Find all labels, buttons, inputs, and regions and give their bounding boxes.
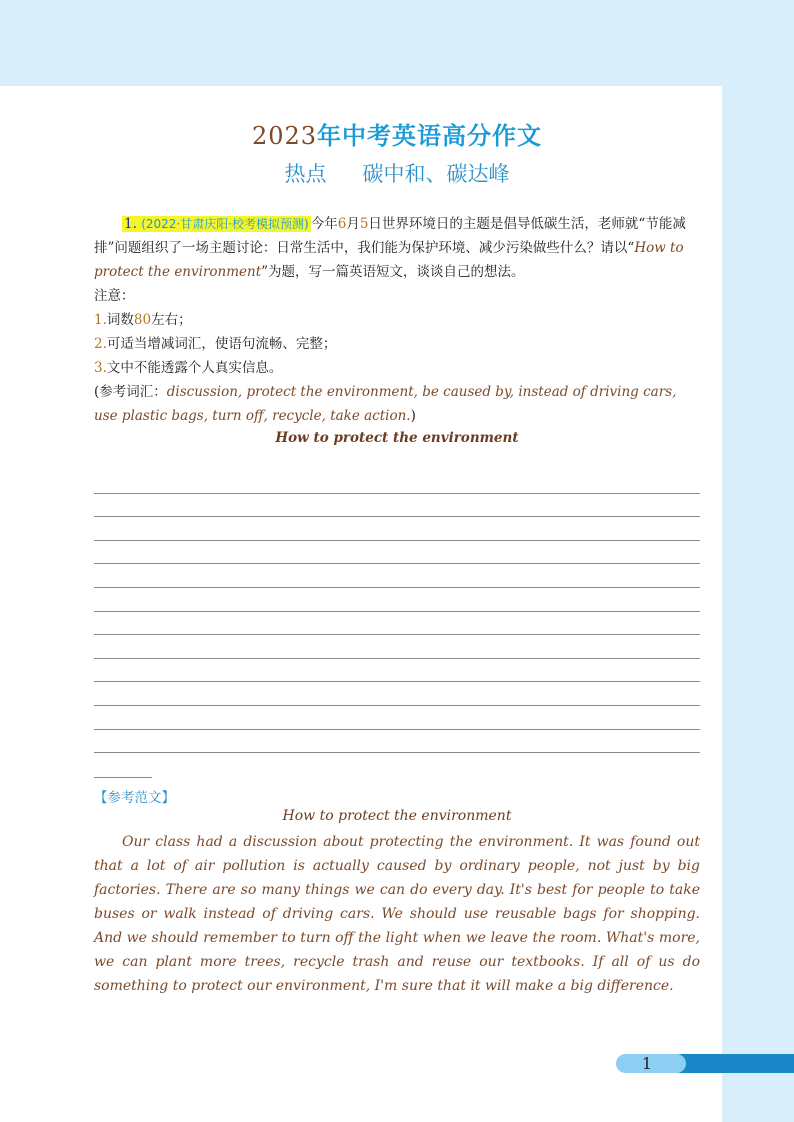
note-1-count: 80	[133, 312, 152, 328]
writing-line[interactable]	[94, 470, 700, 494]
writing-line[interactable]	[94, 612, 700, 636]
writing-line[interactable]	[94, 682, 700, 706]
vocab-list: discussion, protect the environment, be caused by, instead of driving cars, use plastic bags, turn off, recycle, take action.	[94, 384, 677, 424]
vocab-close: )	[410, 408, 416, 424]
writing-line[interactable]	[94, 588, 700, 612]
subtitle-hotspot: 热点	[284, 162, 327, 186]
page-number: 1	[641, 1054, 653, 1073]
note-2-number: 2.	[94, 336, 107, 352]
writing-lines[interactable]	[94, 470, 700, 753]
vocab-open: (参考词汇：	[94, 384, 167, 400]
note-1	[94, 308, 700, 332]
question-source: (2022·甘肃庆阳·校考模拟预测)	[141, 217, 309, 231]
page-subtitle	[0, 158, 794, 188]
writing-line[interactable]	[94, 635, 700, 659]
prompt-text-2: 月	[346, 216, 360, 232]
prompt-month: 6	[337, 216, 347, 232]
writing-line[interactable]	[94, 706, 700, 730]
prompt-text-4: ”为题，写一篇英语短文，谈谈自己的想法。	[261, 264, 525, 280]
note-2-text: 可适当增减词汇，使语句流畅、完整；	[106, 336, 337, 352]
writing-line[interactable]	[94, 730, 700, 754]
note-1-text-b: 左右；	[151, 312, 192, 328]
notes-label: 注意：	[94, 288, 135, 304]
question-prompt	[94, 212, 700, 284]
writing-line[interactable]	[94, 564, 700, 588]
question-highlight	[122, 216, 311, 232]
prompt-day: 5	[359, 216, 369, 232]
writing-line[interactable]	[94, 659, 700, 683]
essay-title: How to protect the environment	[275, 430, 519, 446]
subtitle-topic: 碳中和、碳达峰	[362, 162, 510, 186]
writing-line[interactable]	[94, 541, 700, 565]
note-2	[94, 332, 700, 356]
reference-essay: Our class had a discussion about protecting the environment. It was found out that a lot of air pollution is actually caused by ordinary people, not just by big factories. There are so many things we can do every day. It's best for people to take buses or walk instead of driving cars. We should use reusable bags for shopping. And we should remember to turn off the light when we leave the room. What's more, we can plant more trees, recycle trash and reuse our textbooks. If all of us do something to protect our environment, I'm sure that it will make a big difference.	[94, 834, 700, 994]
title-year: 2023	[251, 122, 318, 150]
question-body	[94, 212, 700, 428]
reference-label: 【参考范文】	[94, 790, 175, 806]
writing-line[interactable]	[94, 517, 700, 541]
page-title	[0, 116, 794, 151]
vocab-hint	[94, 380, 700, 428]
question-number: 1.	[124, 216, 137, 232]
title-text: 年中考英语高分作文	[317, 122, 543, 150]
prompt-text-3: 日世界环境日的主题是倡导低碳生活，老师就“节能减排”问题组织了一场主题讨论：日常生活中，我们能为保护环境、减少污染做些什么？请以“	[94, 216, 686, 256]
note-3	[94, 356, 700, 380]
reference-title: How to protect the environment	[282, 808, 512, 824]
prompt-topic: How to protect the environment	[94, 240, 684, 280]
top-background-band	[0, 0, 794, 86]
note-3-number: 3.	[94, 360, 107, 376]
writing-line[interactable]	[94, 494, 700, 518]
note-3-text: 文中不能透露个人真实信息。	[106, 360, 283, 376]
prompt-text-1: 今年	[310, 216, 338, 232]
note-1-number: 1.	[94, 312, 107, 328]
page-footer-bar	[670, 1054, 794, 1073]
note-1-text-a: 词数	[106, 312, 134, 328]
writing-line-short[interactable]	[94, 777, 152, 778]
